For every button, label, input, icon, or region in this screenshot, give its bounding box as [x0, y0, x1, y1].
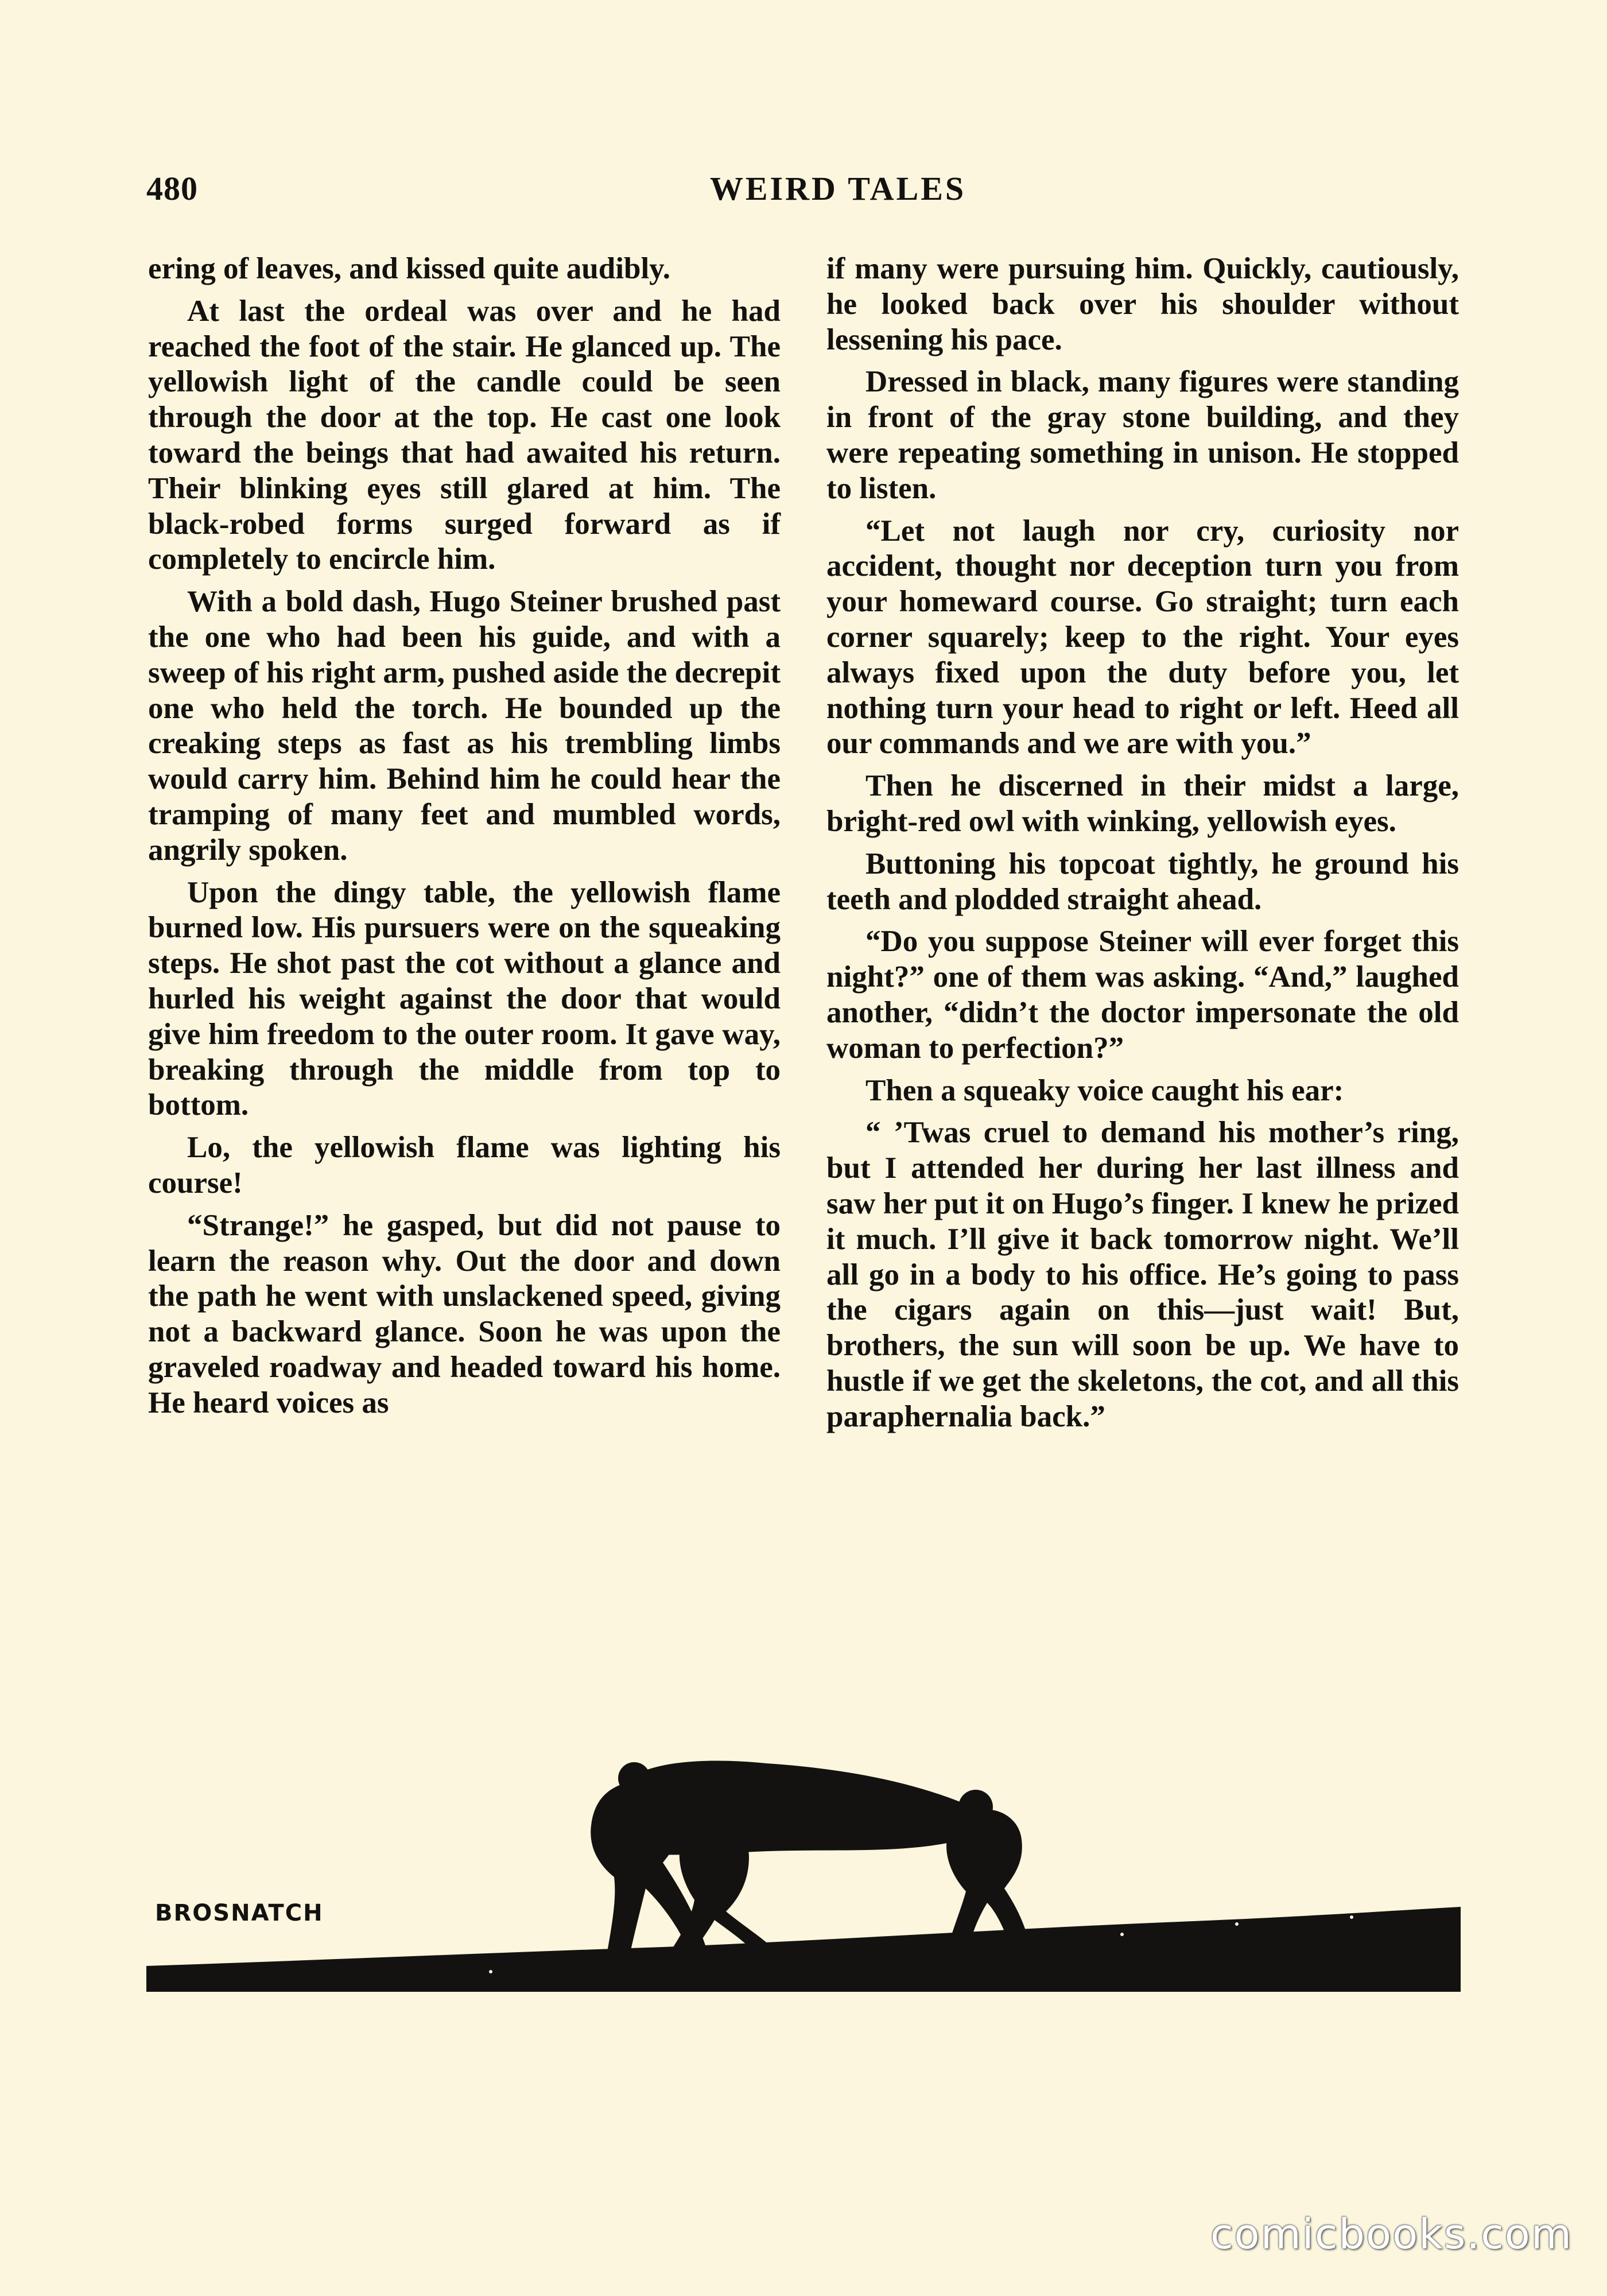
paragraph: Then he discerned in their midst a large, bright-red owl with winking, yellowish eyes. — [826, 769, 1459, 838]
paragraph: “ ’Twas cruel to demand his mother’s ring, but I attended her during her last illness and saw her put it on Hugo’s finger. I knew he prized it much. I’ll give it back tomorrow night. We’ll all go in a body to his office. He’s going to pass the cigars again on this—just wait! But, brothers, the sun will soon be up. We have to hustle if we get the skeletons, the cot, and all this paraphernalia back.” — [826, 1116, 1459, 1433]
paragraph: “Strange!” he gasped, but did not pause to learn the reason why. Out the door and down the path he went with unslackened speed, giving not a backward glance. Soon he was upon the graveled roadway and headed toward his home. He heard voices as — [148, 1208, 781, 1420]
page-number: 480 — [146, 170, 198, 207]
paragraph: Lo, the yellowish flame was lighting his course! — [148, 1131, 781, 1200]
paragraph: “Do you suppose Steiner will ever forget this night?” one of them was asking. “And,” laughed another, “didn’t the doctor impersonate the old woman to perfection?” — [826, 925, 1459, 1065]
ground — [146, 1907, 1461, 1992]
paragraph: Buttoning his topcoat tightly, he ground his teeth and plodded straight ahead. — [826, 847, 1459, 916]
running-head — [146, 169, 1461, 215]
bearer-right — [946, 1809, 1030, 1950]
silhouette-illustration — [146, 1739, 1461, 1992]
head — [958, 1790, 993, 1824]
paragraph: Upon the dingy table, the yellowish flame burned low. His pursuers were on the squeaking steps. He shot past the cot without a glance and hurled his weight against the door that would give him freedom to the outer room. It gave way, breaking through the middle from top to bottom. — [148, 875, 781, 1122]
watermark: comicbooks.com — [1210, 2210, 1573, 2258]
paragraph: Dressed in black, many figures were standing in front of the gray stone building, and they were repeating something in unison. He stopped to listen. — [826, 365, 1459, 505]
artist-signature: BROSNATCH — [155, 1900, 324, 1926]
paragraph: ering of leaves, and kissed quite audibly. — [148, 252, 671, 285]
magazine-title: WEIRD TALES — [709, 170, 966, 207]
paragraph: if many were pursuing him. Quickly, cautiously, he looked back over his shoulder without lessening his pace. — [826, 252, 1459, 356]
right-column — [826, 251, 1459, 1442]
paragraph: “Let not laugh nor cry, curiosity nor accident, thought nor deception turn you from your homeward course. Go straight; turn each corner squarely; keep to the right. Your eyes always fixed upon the duty before you, let nothing turn your head to right or left. Heed all our commands and we are with you.” — [826, 514, 1459, 761]
paragraph: Then a squeaky voice caught his ear: — [865, 1073, 1344, 1107]
paragraph: At last the ordeal was over and he had reached the foot of the stair. He glanced up. The yellowish light of the candle could be seen through the door at the top. He cast one look toward the beings that had awaited his return. Their blinking eyes still glared at him. The black-robed forms surged forward as if completely to encircle him. — [148, 294, 781, 576]
left-column — [148, 251, 781, 1428]
head — [618, 1762, 650, 1794]
paragraph: With a bold dash, Hugo Steiner brushed past the one who had been his guide, and with a sweep of his right arm, pushed aside the decrepit one who held the torch. He bounded up the creaking steps as fast as his trembling limbs would carry him. Behind him he could hear the tramping of many feet and mumbled words, angrily spoken. — [148, 585, 781, 867]
